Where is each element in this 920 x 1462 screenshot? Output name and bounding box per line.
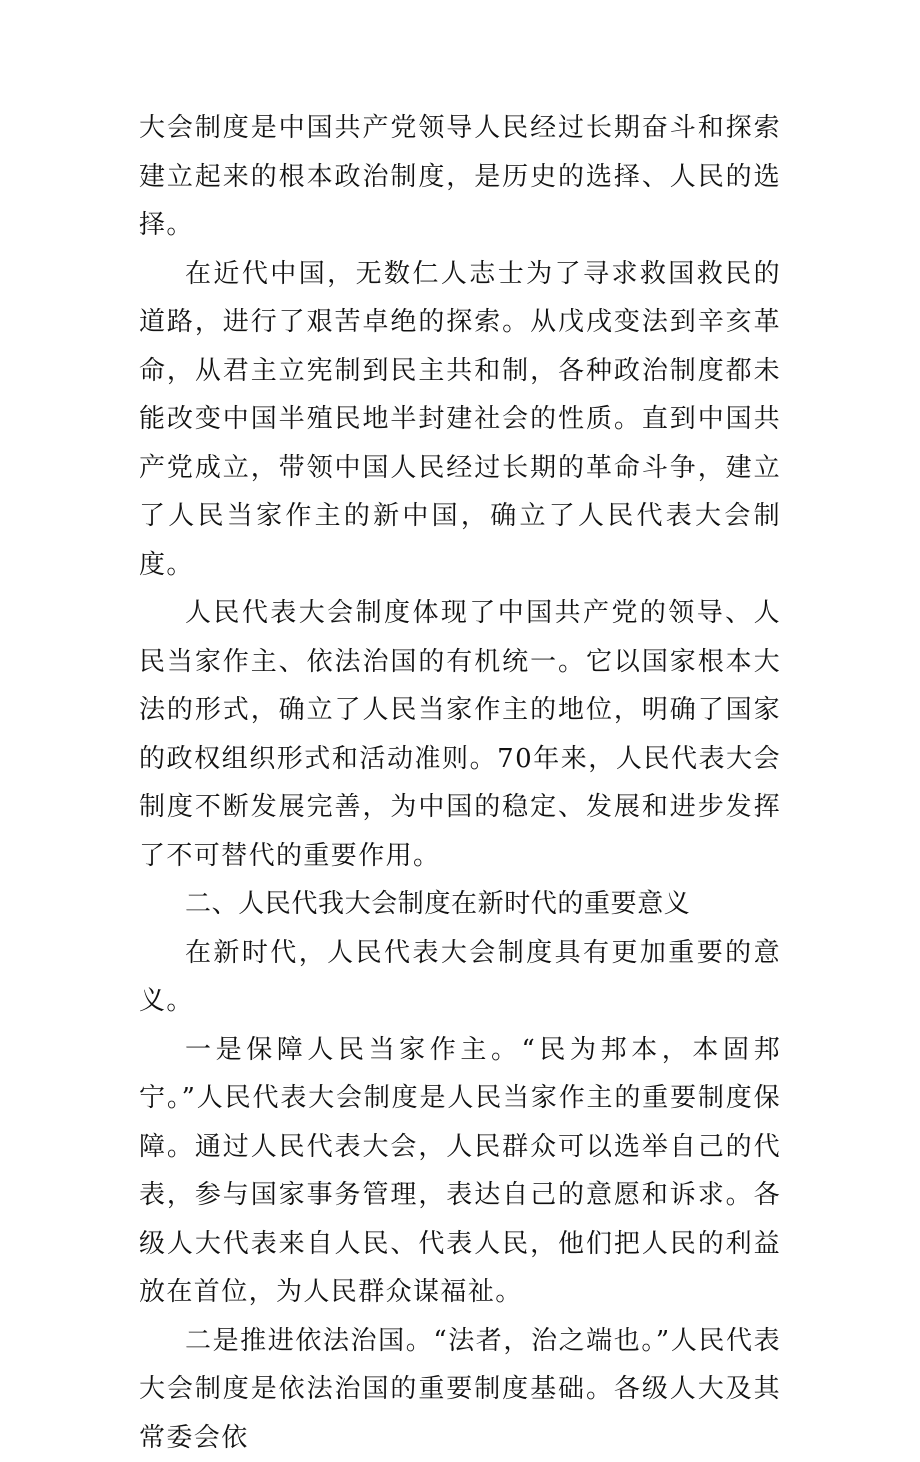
paragraph-new-era: 在新时代，人民代表大会制度具有更加重要的意义。 (139, 929, 781, 1026)
document-body (139, 104, 781, 1462)
paragraph-point-two: 二是推进依法治国。“法者，治之端也。”人民代表大会制度是依法治国的重要制度基础。各级人大及其常委会依 (139, 1317, 781, 1462)
paragraph-modern-china: 在近代中国，无数仁人志士为了寻求救国救民的道路，进行了艰苦卓绝的探索。从戊戌变法到辛亥革命，从君主立宪制到民主共和制，各种政治制度都未能改变中国半殖民地半封建社会的性质。直到中国共产党成立，带领中国人民经过长期的革命斗争，建立了人民当家作主的新中国，确立了人民代表大会制度。 (139, 250, 781, 590)
section-heading: 二、人民代我大会制度在新时代的重要意义 (139, 880, 781, 929)
paragraph-continuation: 大会制度是中国共产党领导人民经过长期奋斗和探索建立起来的根本政治制度，是历史的选择、人民的选择。 (139, 104, 781, 250)
paragraph-point-one: 一是保障人民当家作主。“民为邦本，本固邦宁。”人民代表大会制度是人民当家作主的重要制度保障。通过人民代表大会，人民群众可以选举自己的代表，参与国家事务管理，表达自己的意愿和诉求。各级人大代表来自人民、代表人民，他们把人民的利益放在首位，为人民群众谋福祉。 (139, 1026, 781, 1317)
paragraph-system-unity: 人民代表大会制度体现了中国共产党的领导、人民当家作主、依法治国的有机统一。它以国家根本大法的形式，确立了人民当家作主的地位，明确了国家的政权组织形式和活动准则。70年来，人民代表大会制度不断发展完善，为中国的稳定、发展和进步发挥了不可替代的重要作用。 (139, 589, 781, 880)
